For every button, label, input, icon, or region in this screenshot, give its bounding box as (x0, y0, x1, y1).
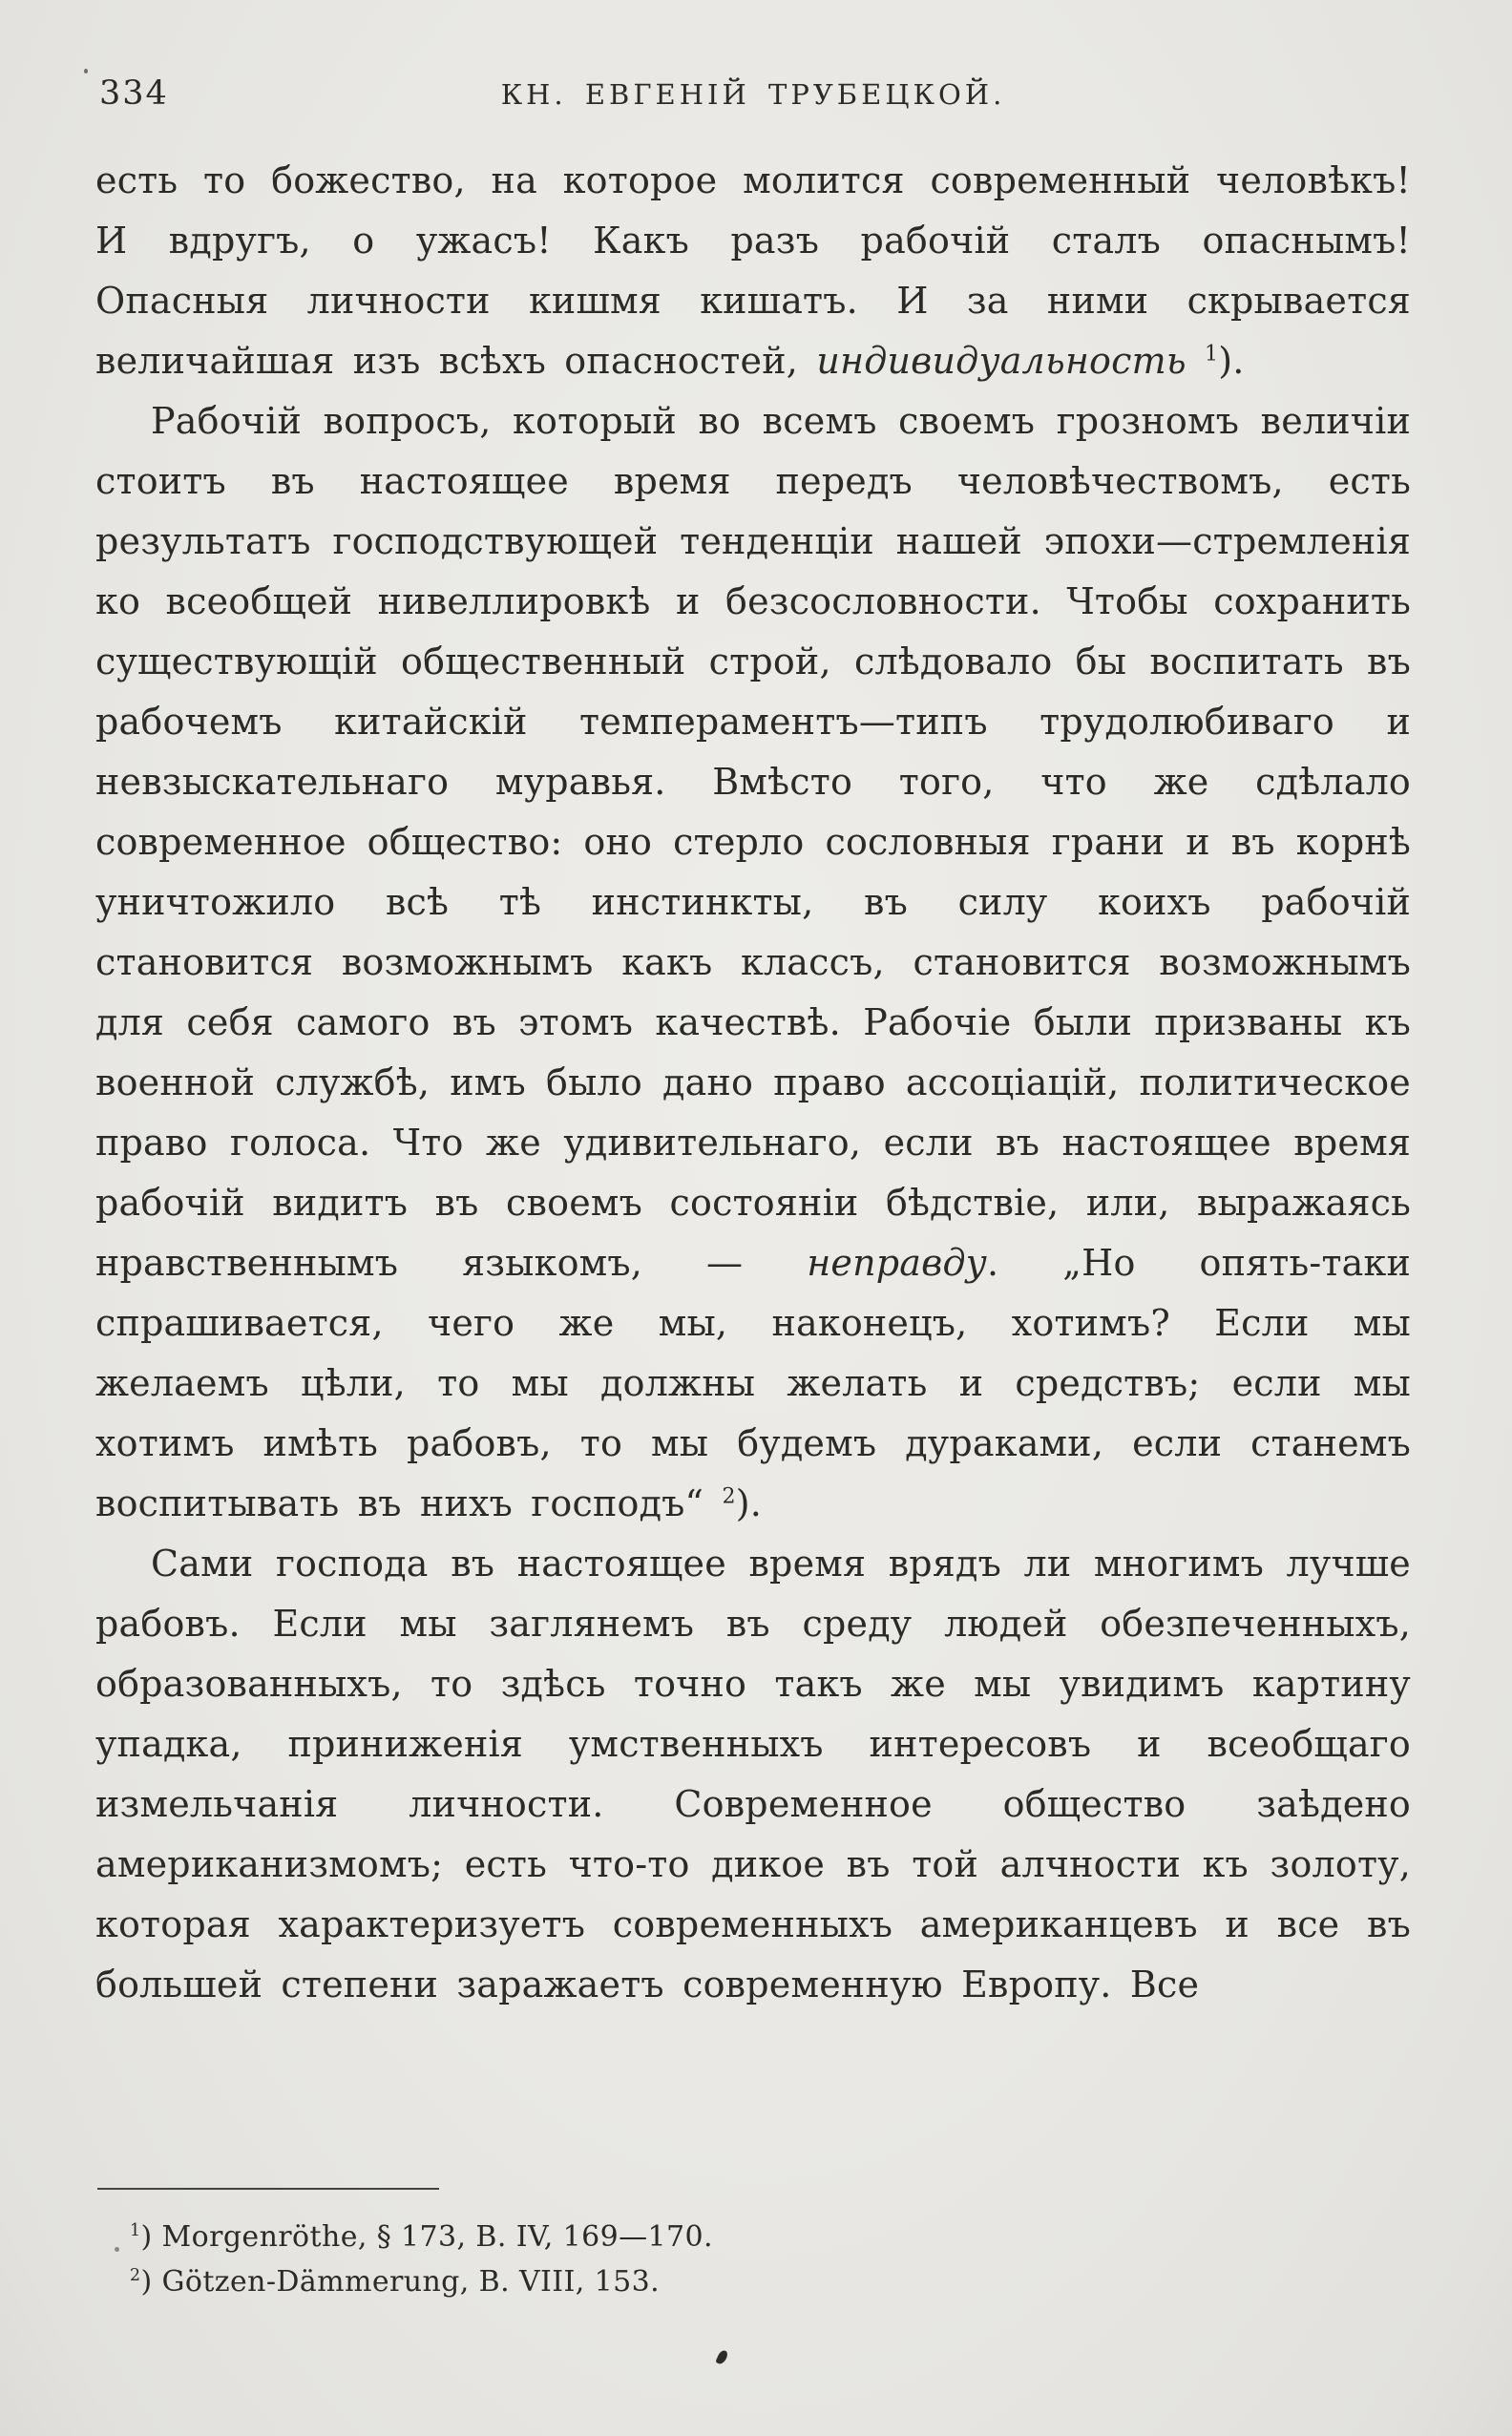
text-run (1186, 340, 1205, 382)
text-run: есть то божество, на которое молится современный человѣкъ! И вдругъ, о ужасъ! Какъ разъ рабочій сталъ опаснымъ! Опасныя личности кишмя кишатъ. И за ними скрывается величайшая изъ всѣхъ опасностей, (95, 159, 1411, 382)
paragraph (95, 1534, 1411, 2015)
footnote (130, 2259, 1411, 2304)
page-header (95, 71, 1411, 118)
footnote-marker: 1 (130, 2221, 141, 2240)
text-run: ) Götzen-Dämmerung, B. VIII, 153. (140, 2265, 661, 2299)
paragraph (95, 151, 1411, 391)
text-run: ) Morgenröthe, § 173, B. IV, 169—170. (140, 2220, 713, 2254)
paragraph (95, 391, 1411, 1534)
body-text (95, 151, 1411, 2015)
text-run: . „Но опять-таки спрашивается, чего же мы, наконецъ, хотимъ? Если мы желаемъ цѣли, то мы должны желать и средствъ; если мы хотимъ имѣть рабовъ, то мы будемъ дураками, если станемъ воспитывать въ нихъ господъ“ (95, 1242, 1411, 1524)
ink-speck (715, 2349, 728, 2365)
footnote-block (95, 2188, 1411, 2304)
footnote-separator (97, 2188, 439, 2190)
page-number: 334 (99, 74, 169, 113)
text-run: ). (1218, 340, 1245, 382)
text-run: Сами господа въ настоящее время врядъ ли многимъ лучше рабовъ. Если мы заглянемъ въ среду людей обезпеченныхъ, образованныхъ, то здѣсь точно такъ же мы увидимъ картину упадка, приниженія умственныхъ интересовъ и всеобщаго измельчанія личности. Современное общество заѣдено американизмомъ; есть что-то дикое въ той алчности къ золоту, которая характеризуетъ современныхъ американцевъ и все въ большей степени заражаетъ современную Европу. Все (95, 1543, 1411, 2006)
ink-speck (84, 69, 88, 74)
ink-speck (115, 2247, 119, 2252)
running-title: КН. ЕВГЕНІЙ ТРУБЕЦКОЙ. (500, 78, 1006, 111)
footnotes (95, 2215, 1411, 2304)
footnote (130, 2215, 1411, 2259)
footnote-marker: 2 (130, 2266, 141, 2285)
text-run: ). (735, 1482, 762, 1524)
emphasis-text: неправду (807, 1242, 988, 1284)
emphasis-text: индивидуальность (816, 340, 1186, 382)
footnote-marker: 2 (722, 1484, 736, 1509)
footnote-marker: 1 (1205, 342, 1219, 367)
text-run: Рабочій вопросъ, который во всемъ своемъ грозномъ величіи стоитъ въ настоящее время передъ человѣчествомъ, есть результатъ господствующей тенденціи нашей эпохи—стремленія ко всеобщей нивеллировкѣ и безсословности. Чтобы сохранить существующій общественный строй, слѣдовало бы воспитать въ рабочемъ китайскій темпераментъ—типъ трудолюбиваго и невзыскательнаго муравья. Вмѣсто того, что же сдѣлало современное общество: оно стерло сословныя грани и въ корнѣ уничтожило всѣ тѣ инстинкты, въ силу коихъ рабочій становится возможнымъ какъ классъ, становится возможнымъ для себя самого въ этомъ качествѣ. Рабочіе были призваны къ военной службѣ, имъ было дано право ассоціацій, политическое право голоса. Что же удивительнаго, если въ настоящее время рабочій видитъ въ своемъ состояніи бѣдствіе, или, выражаясь нравственнымъ языкомъ, — (95, 400, 1411, 1284)
